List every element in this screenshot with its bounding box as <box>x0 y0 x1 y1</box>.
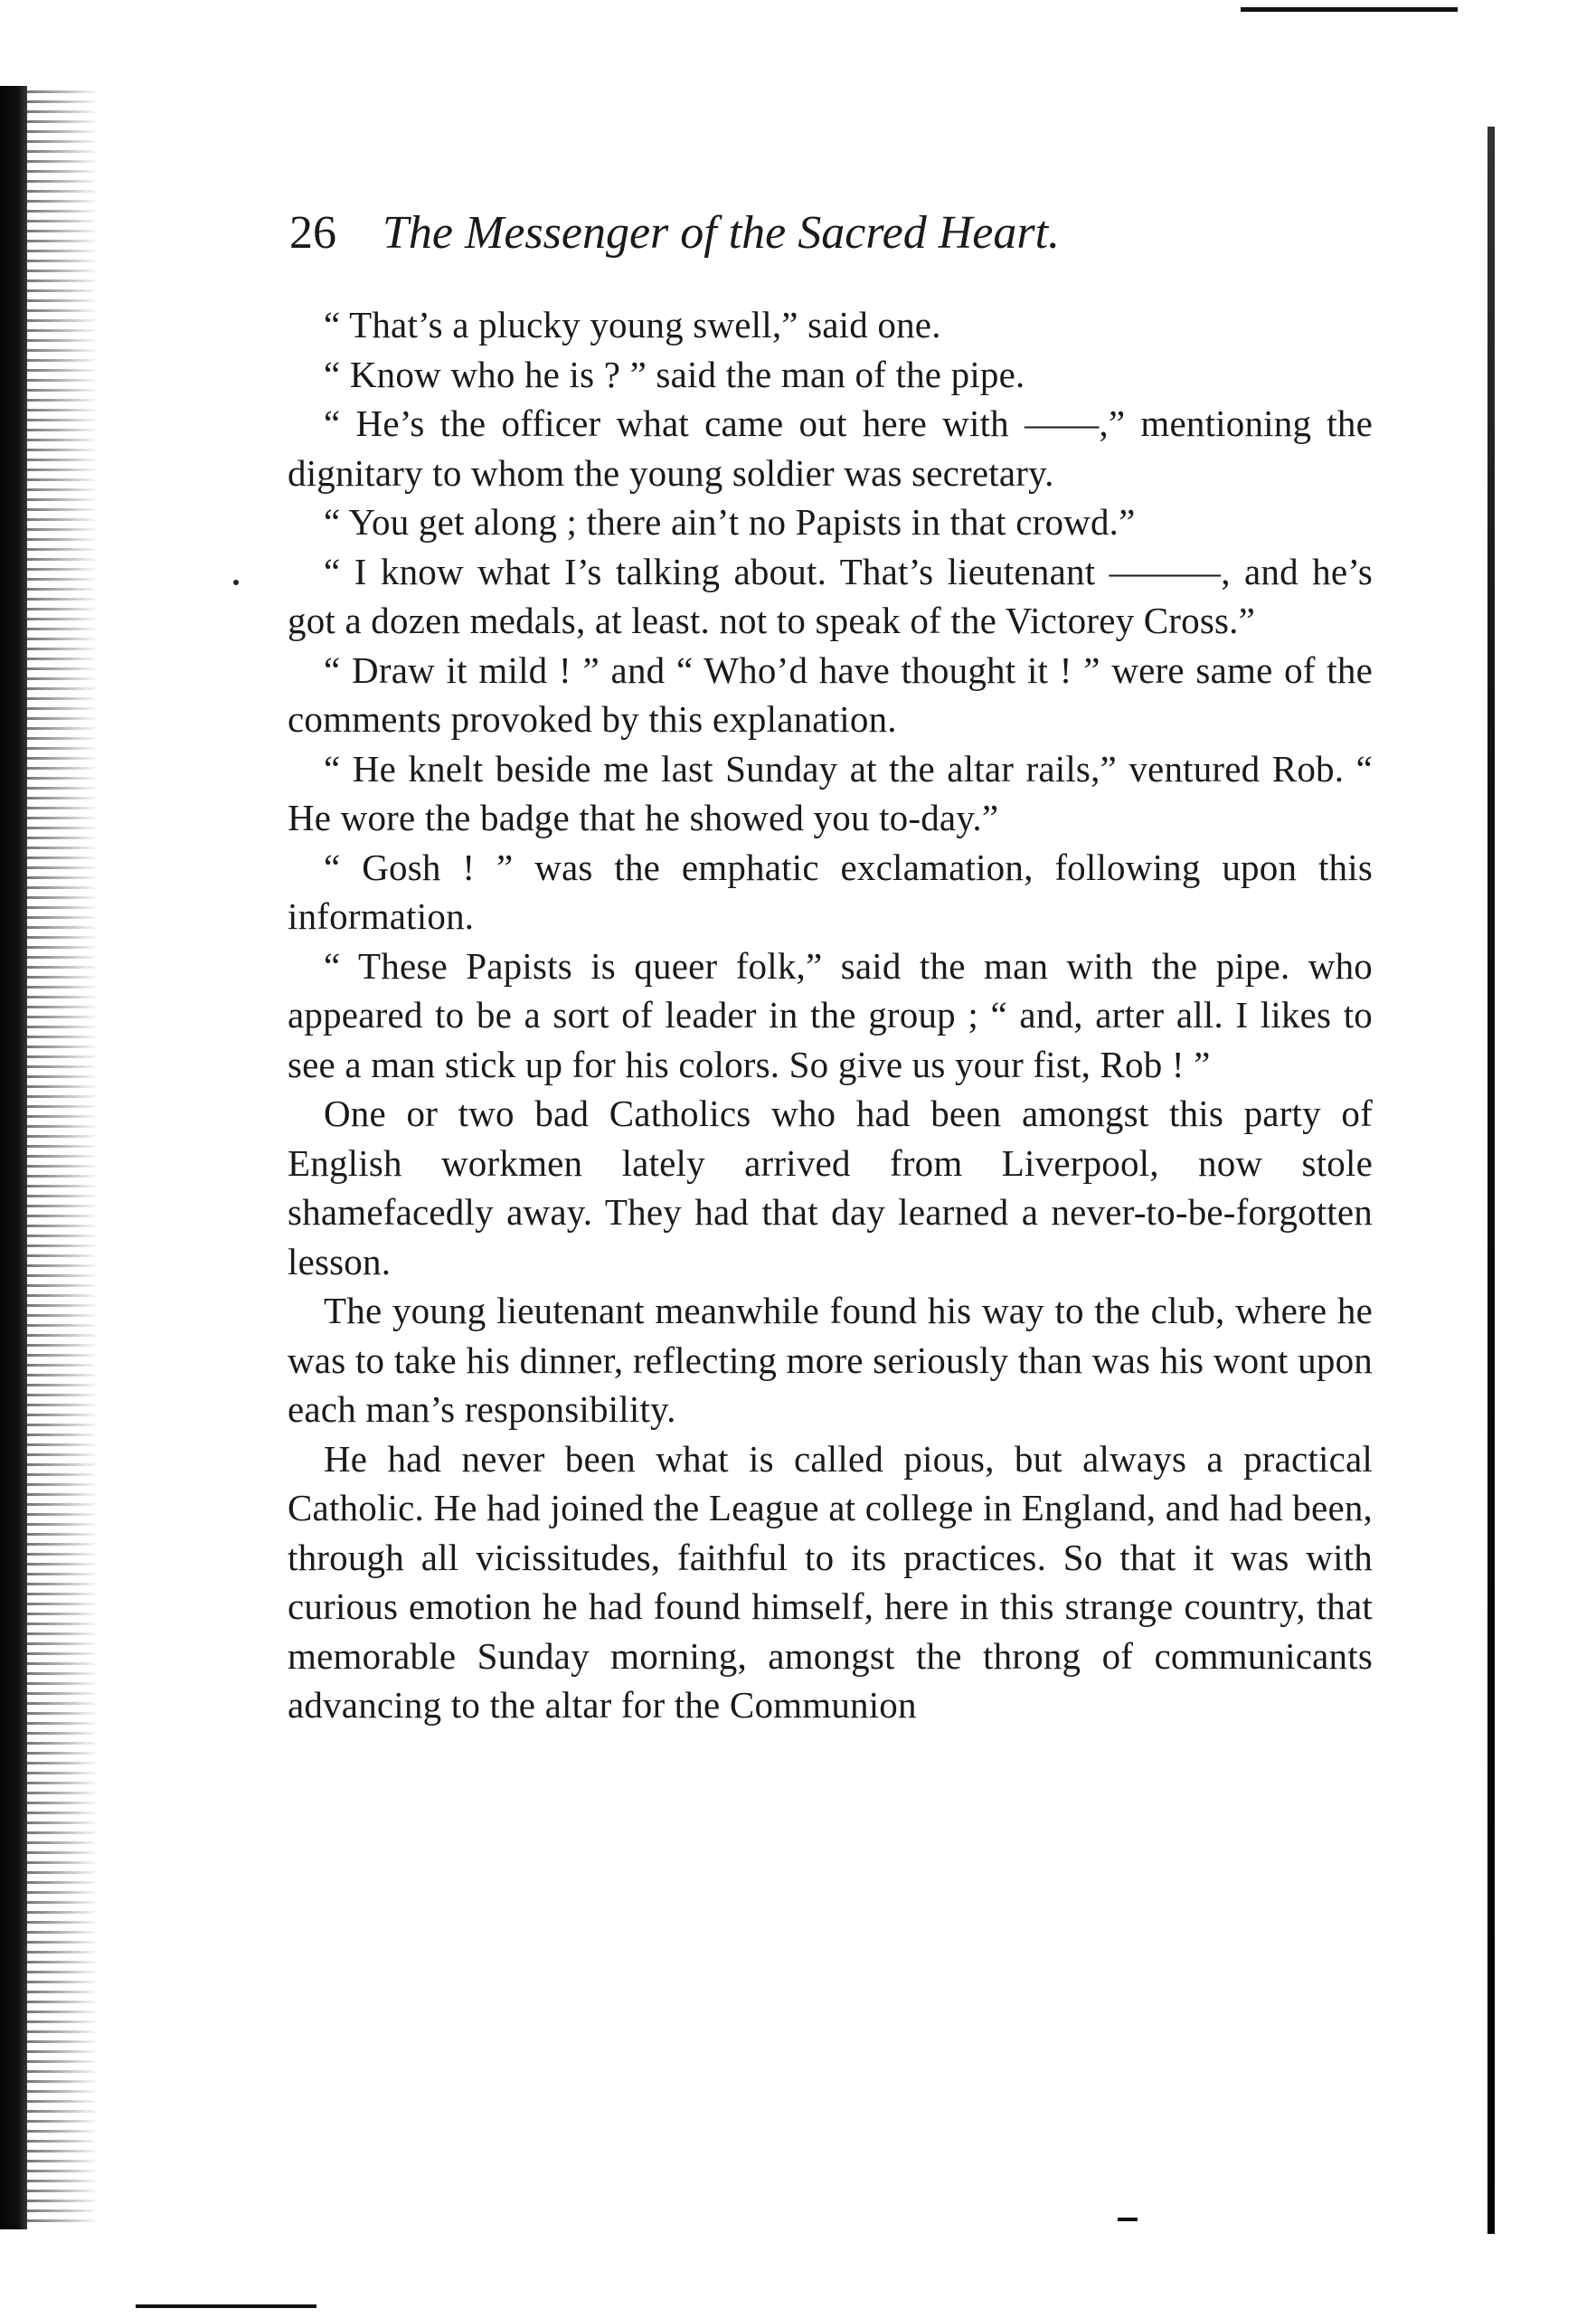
paragraph: “ These Papists is queer folk,” said the man with the pipe. who appeared to be a sort of leader in the group ; “ and, arter all. I likes to see a man stick up for his colors. So give us your fist, Rob ! ” <box>288 944 1373 1085</box>
page-header <box>289 206 1060 270</box>
body-text <box>288 300 1373 1730</box>
paragraph: He had never been what is called pious, but always a practical Catholic. He had joined the League at college in England, and had been, through all vicissitudes, faithful to its practices. So that it was with curious emotion he had found himself, here in this strange country, that memorable Sunday morning, amongst the throng of communicants advancing to the altar for the Communion <box>288 1437 1373 1726</box>
paragraph: “ Know who he is ? ” said the man of the pipe. <box>324 353 1025 395</box>
running-title: The Messenger of the Sacred Heart. <box>382 207 1061 259</box>
right-edge-rule <box>1487 127 1495 2234</box>
margin-dot <box>233 580 239 585</box>
binding-speckle <box>27 90 99 2225</box>
paragraph: The young lieutenant meanwhile found his way to the club, where he was to take his dinner, reflecting more seriously than was his wont upon each man’s responsibility. <box>288 1290 1373 1430</box>
top-edge-rule <box>1241 7 1458 12</box>
paragraph: “ You get along ; there ain’t no Papists in that crowd.” <box>324 501 1136 543</box>
paragraph: “ Gosh ! ” was the emphatic exclamation, following upon this information. <box>288 846 1373 937</box>
paragraph: “ He knelt beside me last Sunday at the altar rails,” ventured Rob. “ He wore the badge that he showed you to-day.” <box>288 747 1373 838</box>
bottom-dash <box>1118 2218 1138 2221</box>
paragraph: “ He’s the officer what came out here with ——,” mentioning the dignitary to whom the young soldier was secretary. <box>288 402 1373 494</box>
paragraph: “ That’s a plucky young swell,” said one. <box>324 304 941 345</box>
paragraph: “ Draw it mild ! ” and “ Who’d have thought it ! ” were same of the comments provoked by this explanation. <box>288 648 1373 740</box>
binding-shadow <box>0 86 27 2229</box>
page-number: 26 <box>289 207 336 259</box>
paragraph: One or two bad Catholics who had been amongst this party of English workmen lately arrived from Liverpool, now stole shamefacedly away. They had that day learned a never-to-be-forgotten lesson. <box>288 1093 1373 1282</box>
bottom-edge-rule <box>136 2304 316 2308</box>
paragraph: “ I know what I’s talking about. That’s lieutenant ———, and he’s got a dozen medals, at least. not to speak of the Victorey Cross.” <box>288 550 1373 641</box>
